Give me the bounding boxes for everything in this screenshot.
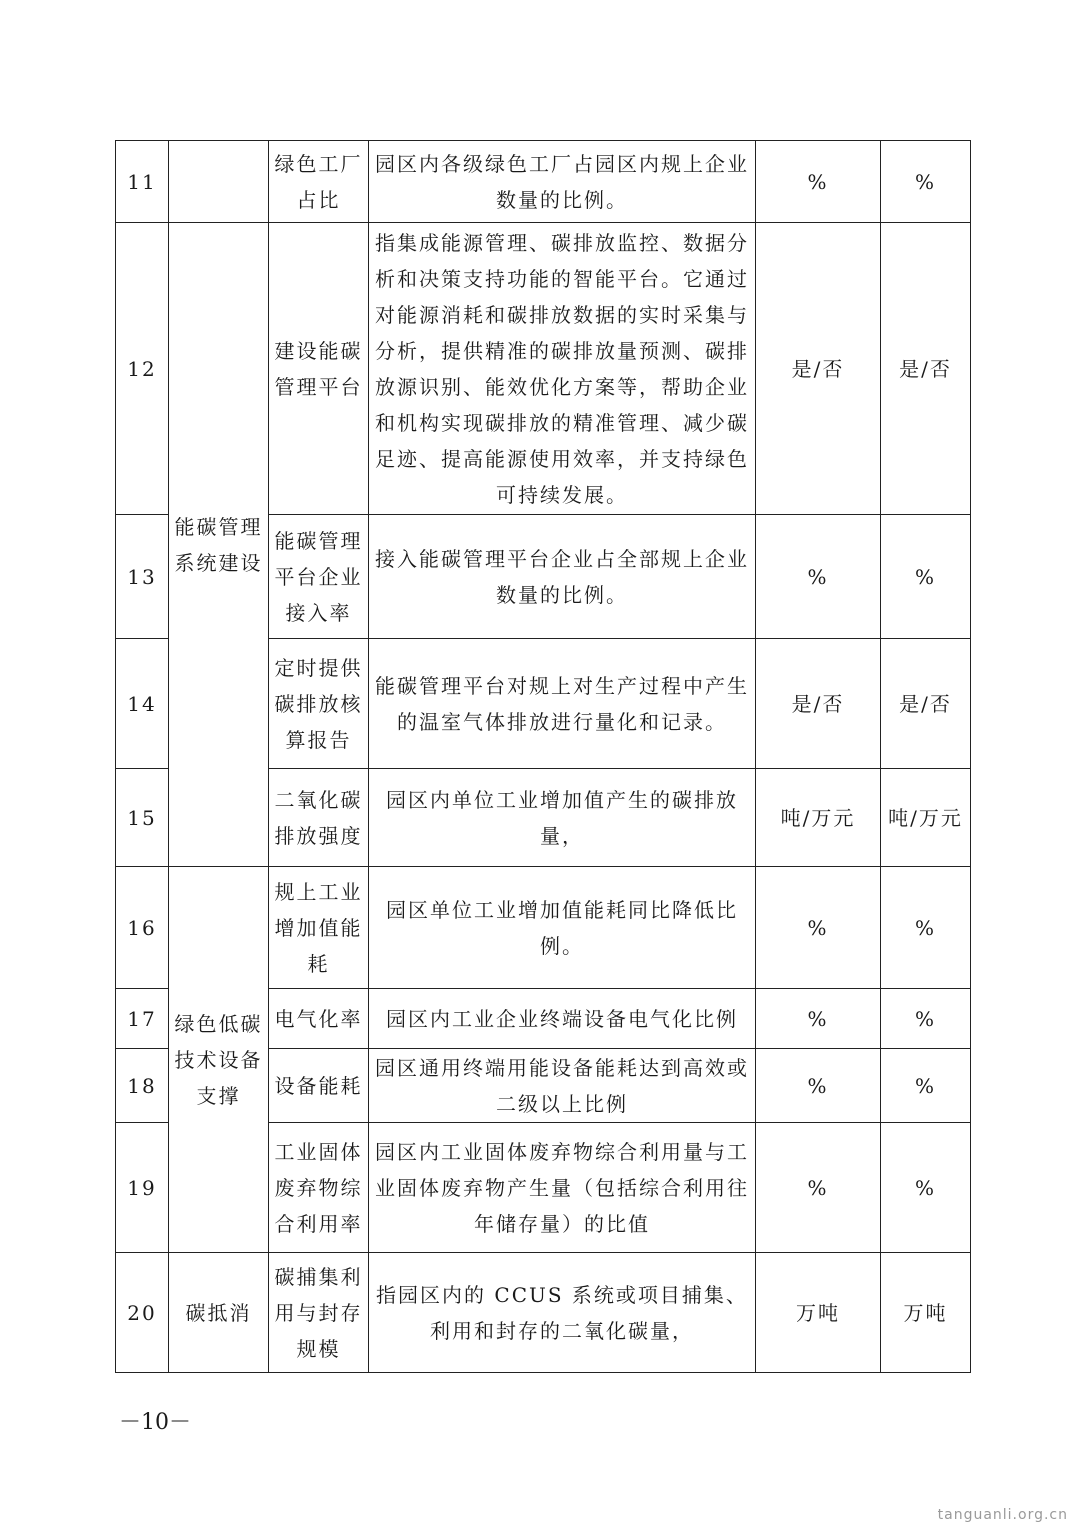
row-unit-a: % (756, 1123, 881, 1253)
row-indicator: 工业固体废弃物综合利用率 (269, 1123, 369, 1253)
row-number: 18 (116, 1049, 169, 1123)
row-indicator: 设备能耗 (269, 1049, 369, 1123)
table-row (116, 141, 971, 223)
row-unit-a: % (756, 141, 881, 223)
row-description: 指集成能源管理、碳排放监控、数据分析和决策支持功能的智能平台。它通过对能源消耗和碳排放数据的实时采集与分析，提供精准的碳排放量预测、碳排放源识别、能效优化方案等，帮助企业和机构实现碳排放的精准管理、减少碳足迹、提高能源使用效率，并支持绿色可持续发展。 (369, 223, 756, 515)
row-indicator: 能碳管理平台企业接入率 (269, 515, 369, 639)
row-number: 15 (116, 769, 169, 867)
table-row (116, 867, 971, 989)
row-unit-b: % (881, 1123, 971, 1253)
row-description: 园区通用终端用能设备能耗达到高效或二级以上比例 (369, 1049, 756, 1123)
row-unit-a: % (756, 1049, 881, 1123)
table-row (116, 1253, 971, 1373)
row-unit-b: % (881, 989, 971, 1049)
row-unit-a: % (756, 867, 881, 989)
row-unit-b: 是/否 (881, 223, 971, 515)
watermark: tanguanli.org.cn (937, 1507, 1068, 1523)
row-description: 接入能碳管理平台企业占全部规上企业数量的比例。 (369, 515, 756, 639)
row-unit-b: 万吨 (881, 1253, 971, 1373)
row-unit-b: % (881, 867, 971, 989)
row-description: 指园区内的 CCUS 系统或项目捕集、利用和封存的二氧化碳量， (369, 1253, 756, 1373)
row-unit-b: % (881, 515, 971, 639)
row-unit-b: % (881, 1049, 971, 1123)
row-number: 19 (116, 1123, 169, 1253)
indicator-table (115, 140, 971, 1373)
row-unit-b: 是/否 (881, 639, 971, 769)
row-category: 绿色低碳技术设备支撑 (169, 867, 269, 1253)
row-number: 16 (116, 867, 169, 989)
row-unit-a: % (756, 989, 881, 1049)
page-number: －10－ (119, 1410, 191, 1435)
row-unit-b: % (881, 141, 971, 223)
table-row (116, 223, 971, 515)
row-indicator: 碳捕集利用与封存规模 (269, 1253, 369, 1373)
row-description: 能碳管理平台对规上对生产过程中产生的温室气体排放进行量化和记录。 (369, 639, 756, 769)
row-description: 园区内工业固体废弃物综合利用量与工业固体废弃物产生量（包括综合利用往年储存量）的比值 (369, 1123, 756, 1253)
row-category (169, 141, 269, 223)
row-category: 碳抵消 (169, 1253, 269, 1373)
row-unit-b: 吨/万元 (881, 769, 971, 867)
row-description: 园区内工业企业终端设备电气化比例 (369, 989, 756, 1049)
row-description: 园区单位工业增加值能耗同比降低比例。 (369, 867, 756, 989)
row-indicator: 建设能碳管理平台 (269, 223, 369, 515)
row-description: 园区内各级绿色工厂占园区内规上企业数量的比例。 (369, 141, 756, 223)
row-unit-a: 万吨 (756, 1253, 881, 1373)
row-unit-a: 吨/万元 (756, 769, 881, 867)
row-indicator: 电气化率 (269, 989, 369, 1049)
row-number: 12 (116, 223, 169, 515)
row-number: 17 (116, 989, 169, 1049)
row-unit-a: 是/否 (756, 639, 881, 769)
row-indicator: 定时提供碳排放核算报告 (269, 639, 369, 769)
row-indicator: 二氧化碳排放强度 (269, 769, 369, 867)
row-unit-a: % (756, 515, 881, 639)
row-number: 14 (116, 639, 169, 769)
row-indicator: 规上工业增加值能耗 (269, 867, 369, 989)
row-category: 能碳管理系统建设 (169, 223, 269, 867)
row-number: 20 (116, 1253, 169, 1373)
row-description: 园区内单位工业增加值产生的碳排放量， (369, 769, 756, 867)
row-unit-a: 是/否 (756, 223, 881, 515)
row-indicator: 绿色工厂占比 (269, 141, 369, 223)
row-number: 13 (116, 515, 169, 639)
row-number: 11 (116, 141, 169, 223)
